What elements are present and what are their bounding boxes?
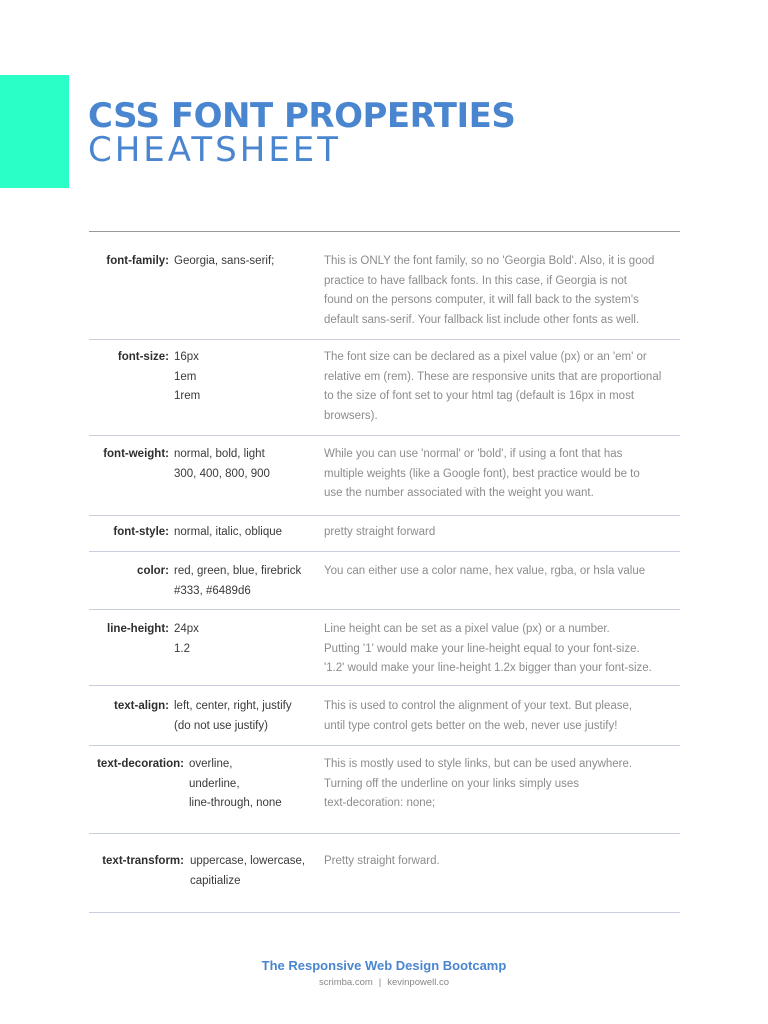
- property-name: text-align:: [114, 700, 169, 712]
- property-value: line-through, none: [189, 797, 282, 809]
- property-description: [324, 348, 676, 426]
- description-line: relative em (rem). These are responsive units that are proportional: [324, 370, 662, 383]
- property-description: [324, 252, 676, 330]
- property-values: [174, 697, 292, 736]
- property-values: [174, 445, 270, 484]
- property-description: [324, 445, 676, 504]
- description-line: browsers).: [324, 409, 378, 422]
- description-line: Line height can be set as a pixel value (px) or a number.: [324, 623, 610, 635]
- property-value: 1em: [174, 370, 197, 383]
- description-line: '1.2' would make your line-height 1.2x bigger than your font-size.: [324, 662, 652, 674]
- property-values: [174, 348, 200, 407]
- property-value: (do not use justify): [174, 719, 268, 732]
- description-line: This is used to control the alignment of your text. But please,: [324, 700, 633, 712]
- property-value: uppercase, lowercase,: [190, 855, 306, 867]
- property-value: normal, italic, oblique: [174, 526, 283, 538]
- property-description: [324, 562, 676, 582]
- footer-separator: |: [378, 977, 382, 988]
- property-name: text-decoration:: [97, 758, 184, 770]
- description-line: You can either use a color name, hex value, rgba, or hsla value: [324, 565, 646, 577]
- description-line: This is ONLY the font family, so no 'Georgia Bold'. Also, it is good: [324, 255, 655, 267]
- property-values: [174, 523, 282, 543]
- property-name: font-style:: [113, 526, 169, 538]
- page-title: CSS FONT PROPERTIES: [88, 96, 516, 136]
- description-line: This is mostly used to style links, but can be used anywhere.: [324, 758, 633, 770]
- property-row-font-style: [89, 516, 680, 552]
- property-name: line-height:: [107, 623, 169, 635]
- description-line: practice to have fallback fonts. In this case, if Georgia is not: [324, 274, 627, 287]
- property-name: font-size:: [117, 351, 169, 363]
- property-name: font-family:: [106, 255, 169, 267]
- property-row-font-family: [89, 232, 680, 340]
- description-line: While you can use 'normal' or 'bold', if using a font that has: [324, 448, 623, 460]
- property-values: [189, 755, 282, 814]
- property-row-line-height: [89, 610, 680, 686]
- property-row-text-align: [89, 686, 680, 746]
- description-line: Turning off the underline on your links simply uses: [324, 777, 580, 790]
- property-value: 24px: [174, 623, 199, 635]
- footer-links: [0, 976, 768, 990]
- page-subtitle: CHEATSHEET: [88, 130, 342, 170]
- property-value: capitialize: [190, 874, 241, 887]
- property-row-text-decoration: [89, 746, 680, 834]
- description-line: until type control gets better on the web, never use justify!: [324, 719, 618, 732]
- description-line: The font size can be declared as a pixel value (px) or an 'em' or: [324, 351, 647, 363]
- property-value: #333, #6489d6: [174, 584, 251, 597]
- property-values: [174, 252, 274, 272]
- description-line: use the number associated with the weight you want.: [324, 487, 594, 499]
- property-value: red, green, blue, firebrick: [174, 565, 302, 577]
- property-values: [190, 852, 305, 891]
- description-line: pretty straight forward: [324, 526, 436, 538]
- property-value: 300, 400, 800, 900: [174, 467, 270, 480]
- property-description: [324, 620, 676, 679]
- property-value: 1rem: [174, 390, 201, 402]
- description-line: found on the persons computer, it will fall back to the system's: [324, 294, 639, 306]
- property-value: left, center, right, justify: [174, 700, 292, 712]
- description-line: to the size of font set to your html tag (default is 16px in most: [324, 390, 635, 402]
- description-line: text-decoration: none;: [324, 797, 436, 809]
- property-row-color: [89, 552, 680, 610]
- property-description: [324, 755, 676, 814]
- property-name: color:: [137, 565, 169, 577]
- property-name: font-weight:: [103, 448, 169, 460]
- property-row-text-transform: [89, 834, 680, 913]
- property-value: underline,: [189, 777, 240, 790]
- description-line: multiple weights (like a Google font), best practice would be to: [324, 467, 640, 480]
- property-value: 16px: [174, 351, 199, 363]
- property-value: 1.2: [174, 642, 190, 655]
- property-description: [324, 523, 676, 543]
- property-row-font-weight: [89, 436, 680, 516]
- footer-link-kevinpowell[interactable]: kevinpowell.co: [387, 977, 450, 988]
- description-line: Pretty straight forward.: [324, 855, 440, 867]
- property-name: text-transform:: [102, 855, 184, 867]
- property-value: normal, bold, light: [174, 448, 265, 460]
- property-row-font-size: [89, 340, 680, 436]
- footer-link-scrimba[interactable]: scrimba.com: [318, 977, 373, 988]
- property-description: [324, 697, 676, 736]
- description-line: default sans-serif. Your fallback list include other fonts as well.: [324, 313, 640, 326]
- description-line: Putting '1' would make your line-height equal to your font-size.: [324, 642, 640, 655]
- property-value: Georgia, sans-serif;: [174, 255, 275, 267]
- accent-block: [0, 75, 69, 188]
- property-values: [174, 620, 199, 659]
- property-description: [324, 852, 676, 872]
- footer-title: The Responsive Web Design Bootcamp: [261, 958, 507, 973]
- property-value: overline,: [189, 758, 233, 770]
- property-values: [174, 562, 301, 601]
